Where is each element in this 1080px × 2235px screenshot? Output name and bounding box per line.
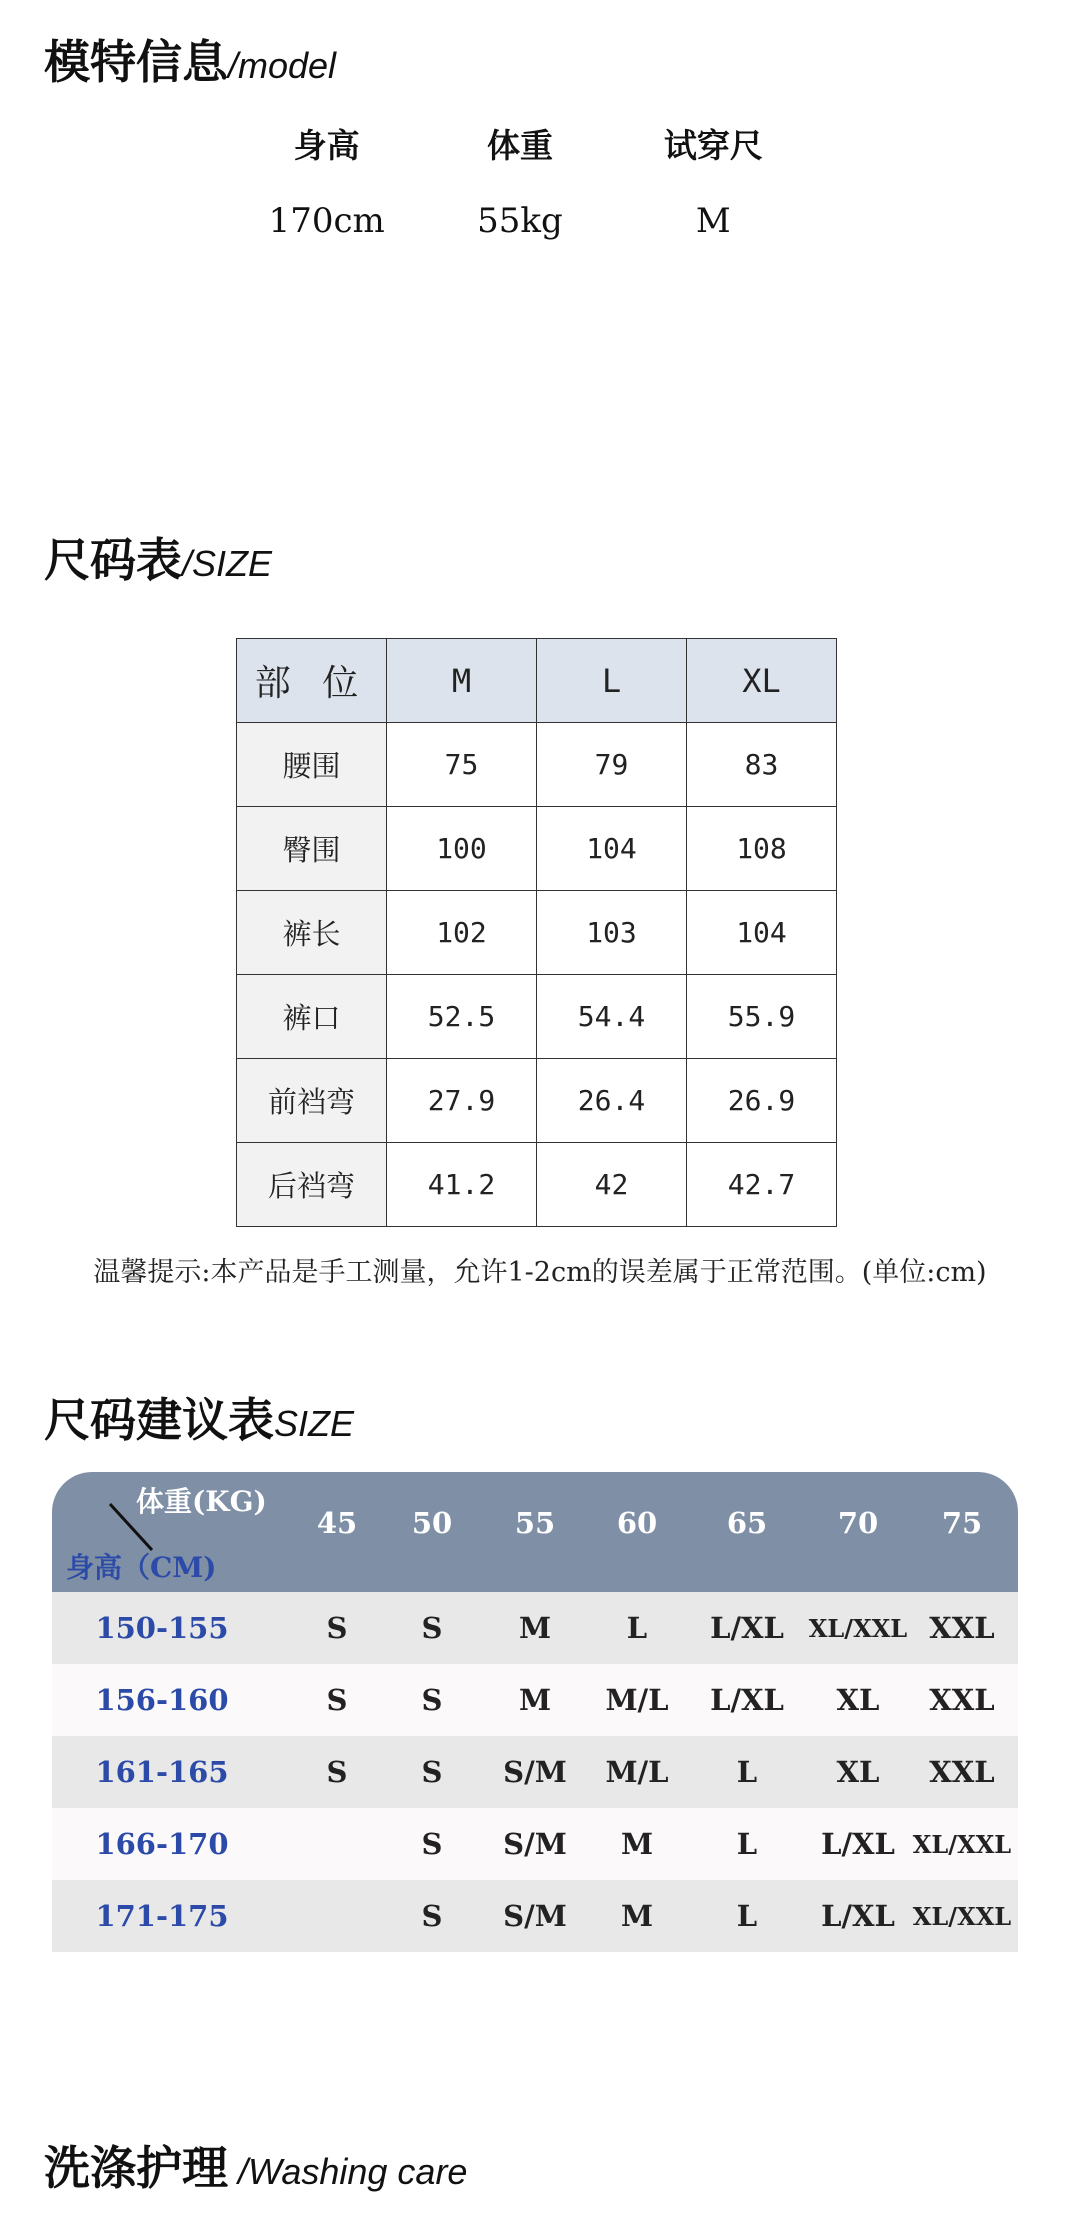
height-range-label: 156-160 <box>95 1683 229 1717</box>
size-title-cn: 尺码表 <box>44 533 182 587</box>
recommended-size-cell: S/M <box>503 1755 567 1789</box>
model-header-row <box>230 120 810 167</box>
recommended-size-cell: S <box>421 1683 443 1717</box>
size-cell: 102 <box>387 891 537 975</box>
recommended-size-cell: S <box>326 1611 348 1645</box>
recommend-section-title <box>44 1384 354 1450</box>
weight-column-header: 75 <box>941 1506 983 1540</box>
model-value-height: 170cm <box>268 201 385 241</box>
size-table-header-row <box>237 639 837 723</box>
size-part-name: 后裆弯 <box>237 1143 387 1227</box>
height-axis-label: 身高（CM) <box>66 1551 217 1584</box>
recommended-size-cell: S <box>421 1755 443 1789</box>
model-title-en: /model <box>228 45 337 86</box>
size-table-row <box>237 723 837 807</box>
recommended-size-cell: S <box>421 1827 443 1861</box>
size-part-name: 腰围 <box>237 723 387 807</box>
weight-column-header: 60 <box>616 1506 658 1540</box>
recommend-row <box>52 1808 1018 1880</box>
weight-column-header: 50 <box>411 1506 453 1540</box>
recommended-size-cell: XL <box>836 1683 880 1717</box>
recommended-size-cell: S <box>421 1611 443 1645</box>
model-value-row <box>230 201 810 241</box>
recommended-size-cell: XL/XXL <box>912 1829 1012 1859</box>
washing-title-en: /Washing care <box>228 2151 468 2192</box>
model-header-height: 身高 <box>293 126 360 165</box>
recommended-size-cell: S <box>326 1683 348 1717</box>
recommended-size-cell: XXL <box>929 1755 995 1789</box>
size-cell: 42.7 <box>687 1143 837 1227</box>
size-section-title <box>44 524 272 590</box>
size-cell: 103 <box>537 891 687 975</box>
recommend-title-en: SIZE <box>274 1403 355 1444</box>
weight-column-header: 70 <box>837 1506 879 1540</box>
size-part-name: 前裆弯 <box>237 1059 387 1143</box>
recommended-size-cell: XL/XXL <box>912 1901 1012 1931</box>
size-cell: 79 <box>537 723 687 807</box>
recommended-size-cell: L/XL <box>821 1899 895 1933</box>
size-part-name: 臀围 <box>237 807 387 891</box>
recommended-size-cell: L/XL <box>710 1611 784 1645</box>
size-table-row <box>237 1143 837 1227</box>
recommended-size-cell: L/XL <box>710 1683 784 1717</box>
size-cell: 42 <box>537 1143 687 1227</box>
recommended-size-cell: M/L <box>605 1683 669 1717</box>
size-table-row <box>237 807 837 891</box>
recommend-row <box>52 1880 1018 1952</box>
recommended-size-cell: XL/XXL <box>808 1613 908 1643</box>
recommended-size-cell: XXL <box>929 1611 995 1645</box>
model-value-size: M <box>695 201 731 241</box>
recommended-size-cell: L <box>626 1611 648 1645</box>
size-col-header: M <box>387 639 537 723</box>
size-cell: 27.9 <box>387 1059 537 1143</box>
size-col-header: L <box>537 639 687 723</box>
model-header-size: 试穿尺 <box>663 126 763 165</box>
recommended-size-cell: S <box>421 1899 443 1933</box>
recommend-title-cn: 尺码建议表 <box>44 1393 274 1447</box>
height-range-label: 161-165 <box>95 1755 229 1789</box>
model-title-cn: 模特信息 <box>44 35 228 89</box>
recommend-body <box>52 1592 1018 1952</box>
recommended-size-cell: M/L <box>605 1755 669 1789</box>
recommended-size-cell: L <box>736 1899 758 1933</box>
recommended-size-cell: L <box>736 1827 758 1861</box>
size-table-row <box>237 1059 837 1143</box>
washing-title-cn: 洗涤护理 <box>44 2141 228 2195</box>
recommended-size-cell: XXL <box>929 1683 995 1717</box>
measurement-note: 温馨提示:本产品是手工测量，允许1-2cm的误差属于正常范围。(单位:cm) <box>93 1257 987 1288</box>
size-cell: 54.4 <box>537 975 687 1059</box>
size-cell: 26.9 <box>687 1059 837 1143</box>
size-cell: 26.4 <box>537 1059 687 1143</box>
size-table <box>236 638 837 1227</box>
size-cell: 108 <box>687 807 837 891</box>
height-range-label: 171-175 <box>95 1899 229 1933</box>
recommend-row <box>52 1592 1018 1664</box>
size-col-header: 部 位 <box>237 639 387 723</box>
height-range-label: 166-170 <box>95 1827 229 1861</box>
size-part-name: 裤长 <box>237 891 387 975</box>
recommended-size-cell: XL <box>836 1755 880 1789</box>
weight-column-header: 45 <box>316 1506 358 1540</box>
recommend-row <box>52 1736 1018 1808</box>
recommended-size-cell: M <box>620 1899 654 1933</box>
size-cell: 75 <box>387 723 537 807</box>
recommended-size-cell: S/M <box>503 1899 567 1933</box>
height-range-label: 150-155 <box>95 1611 229 1645</box>
size-cell: 55.9 <box>687 975 837 1059</box>
recommended-size-cell: M <box>620 1827 654 1861</box>
size-table-row <box>237 891 837 975</box>
model-info-grid <box>230 120 810 241</box>
recommended-size-cell: L/XL <box>821 1827 895 1861</box>
size-cell: 83 <box>687 723 837 807</box>
size-table-row <box>237 975 837 1059</box>
recommend-header <box>52 1472 1018 1592</box>
recommended-size-cell: S <box>326 1755 348 1789</box>
weight-column-header: 65 <box>726 1506 768 1540</box>
size-cell: 100 <box>387 807 537 891</box>
size-cell: 41.2 <box>387 1143 537 1227</box>
model-header-weight: 体重 <box>486 126 553 165</box>
size-title-en: /SIZE <box>182 543 273 584</box>
size-cell: 104 <box>687 891 837 975</box>
size-part-name: 裤口 <box>237 975 387 1059</box>
size-cell: 52.5 <box>387 975 537 1059</box>
recommended-size-cell: S/M <box>503 1827 567 1861</box>
weight-axis-label: 体重(KG) <box>136 1485 267 1518</box>
washing-section-title <box>44 2132 467 2198</box>
recommended-size-cell: L <box>736 1755 758 1789</box>
recommend-row <box>52 1664 1018 1736</box>
model-section-title <box>44 26 336 92</box>
size-cell: 104 <box>537 807 687 891</box>
recommend-table <box>52 1472 1018 1952</box>
model-value-weight: 55kg <box>477 201 563 241</box>
recommended-size-cell: M <box>518 1683 552 1717</box>
weight-column-header: 55 <box>514 1506 556 1540</box>
recommended-size-cell: M <box>518 1611 552 1645</box>
size-col-header: XL <box>687 639 837 723</box>
